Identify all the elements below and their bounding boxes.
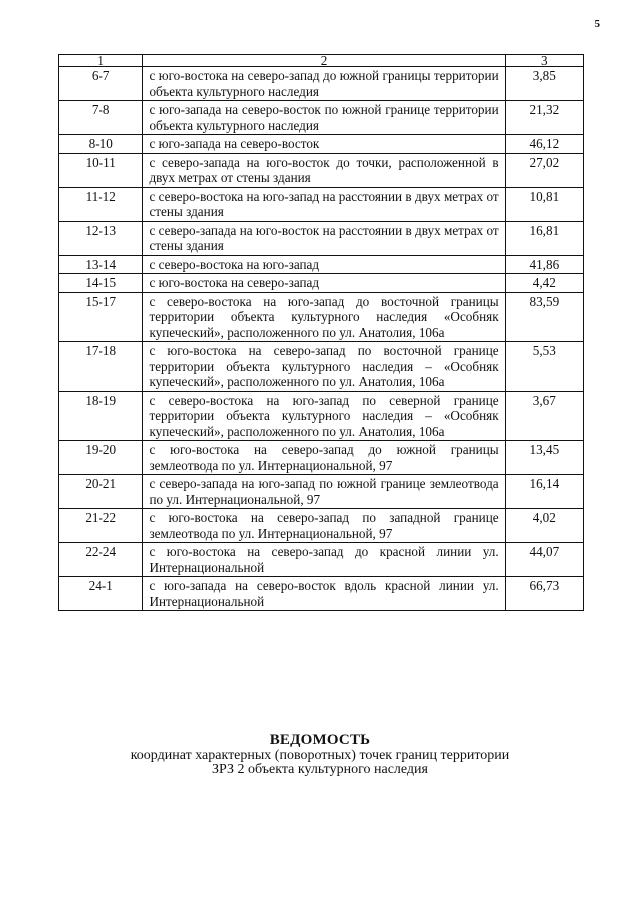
length-cell: 83,59 bbox=[505, 292, 583, 342]
length-cell: 16,81 bbox=[505, 221, 583, 255]
table-row bbox=[59, 255, 584, 274]
table-row bbox=[59, 135, 584, 154]
header-col-1: 1 bbox=[59, 55, 143, 67]
table-row bbox=[59, 292, 584, 342]
length-cell: 5,53 bbox=[505, 342, 583, 392]
header-col-3: 3 bbox=[505, 55, 583, 67]
length-cell: 13,45 bbox=[505, 441, 583, 475]
description-cell: с юго-востока на северо-запад bbox=[143, 274, 505, 293]
page-number: 5 bbox=[594, 18, 600, 30]
table-row bbox=[59, 475, 584, 509]
segment-cell: 10-11 bbox=[59, 153, 143, 187]
segment-cell: 17-18 bbox=[59, 342, 143, 392]
segment-cell: 6-7 bbox=[59, 67, 143, 101]
description-cell: с юго-запада на северо-восток по южной границе территории объекта культурного наследия bbox=[143, 101, 505, 135]
length-cell: 44,07 bbox=[505, 543, 583, 577]
table-row bbox=[59, 342, 584, 392]
length-cell: 41,86 bbox=[505, 255, 583, 274]
header-col-2: 2 bbox=[143, 55, 505, 67]
description-cell: с северо-востока на юго-запад на расстоянии в двух метрах от стены здания bbox=[143, 187, 505, 221]
segment-cell: 20-21 bbox=[59, 475, 143, 509]
table-row bbox=[59, 153, 584, 187]
segment-cell: 21-22 bbox=[59, 509, 143, 543]
length-cell: 21,32 bbox=[505, 101, 583, 135]
description-cell: с юго-запада на северо-восток bbox=[143, 135, 505, 154]
segment-cell: 15-17 bbox=[59, 292, 143, 342]
description-cell: с юго-востока на северо-запад до южной границы землеотвода по ул. Интернациональной, 97 bbox=[143, 441, 505, 475]
length-cell: 10,81 bbox=[505, 187, 583, 221]
segment-cell: 18-19 bbox=[59, 391, 143, 441]
statement-heading bbox=[60, 732, 580, 777]
table-row bbox=[59, 391, 584, 441]
table-row bbox=[59, 509, 584, 543]
length-cell: 4,42 bbox=[505, 274, 583, 293]
segment-cell: 11-12 bbox=[59, 187, 143, 221]
table-header-row bbox=[59, 55, 584, 67]
table-row bbox=[59, 441, 584, 475]
length-cell: 3,67 bbox=[505, 391, 583, 441]
description-cell: с юго-востока на северо-запад до красной линии ул. Интернациональной bbox=[143, 543, 505, 577]
table-row bbox=[59, 67, 584, 101]
boundary-table-body bbox=[59, 55, 584, 611]
statement-subtitle-line-2: ЗРЗ 2 объекта культурного наследия bbox=[212, 762, 428, 777]
statement-title: ВЕДОМОСТЬ bbox=[269, 732, 371, 748]
length-cell: 27,02 bbox=[505, 153, 583, 187]
description-cell: с юго-востока на северо-запад до южной границы территории объекта культурного наследия bbox=[143, 67, 505, 101]
table-row bbox=[59, 274, 584, 293]
segment-cell: 13-14 bbox=[59, 255, 143, 274]
description-cell: с северо-запада на юго-запад по южной границе землеотвода по ул. Интернациональной, 97 bbox=[143, 475, 505, 509]
description-cell: с северо-востока на юго-запад по северной границе территории объекта культурного наследия – «Особняк купеческий», расположенного по ул. Анатолия, 106а bbox=[143, 391, 505, 441]
description-cell: с юго-востока на северо-запад по западной границе землеотвода по ул. Интернациональной, 97 bbox=[143, 509, 505, 543]
description-cell: с северо-востока на юго-запад bbox=[143, 255, 505, 274]
table-row bbox=[59, 221, 584, 255]
length-cell: 3,85 bbox=[505, 67, 583, 101]
length-cell: 66,73 bbox=[505, 577, 583, 611]
table-row bbox=[59, 577, 584, 611]
table-row bbox=[59, 187, 584, 221]
description-cell: с северо-востока на юго-запад до восточной границы территории объекта культурного наследия «Особняк купеческий», расположенного по ул. Анатолия, 106а bbox=[143, 292, 505, 342]
segment-cell: 12-13 bbox=[59, 221, 143, 255]
table-row bbox=[59, 101, 584, 135]
table-row bbox=[59, 543, 584, 577]
segment-cell: 22-24 bbox=[59, 543, 143, 577]
segment-cell: 7-8 bbox=[59, 101, 143, 135]
length-cell: 16,14 bbox=[505, 475, 583, 509]
segment-cell: 8-10 bbox=[59, 135, 143, 154]
statement-subtitle-line-1: координат характерных (поворотных) точек границ территории bbox=[130, 748, 510, 763]
description-cell: с юго-востока на северо-запад по восточной границе территории объекта культурного наследия – «Особняк купеческий», расположенного по ул. Анатолия, 106а bbox=[143, 342, 505, 392]
description-cell: с северо-запада на юго-восток на расстоянии в двух метрах от стены здания bbox=[143, 221, 505, 255]
segment-cell: 14-15 bbox=[59, 274, 143, 293]
boundary-table bbox=[58, 54, 584, 611]
segment-cell: 19-20 bbox=[59, 441, 143, 475]
length-cell: 46,12 bbox=[505, 135, 583, 154]
description-cell: с юго-запада на северо-восток вдоль красной линии ул. Интернациональной bbox=[143, 577, 505, 611]
length-cell: 4,02 bbox=[505, 509, 583, 543]
description-cell: с северо-запада на юго-восток до точки, расположенной в двух метрах от стены здания bbox=[143, 153, 505, 187]
segment-cell: 24-1 bbox=[59, 577, 143, 611]
